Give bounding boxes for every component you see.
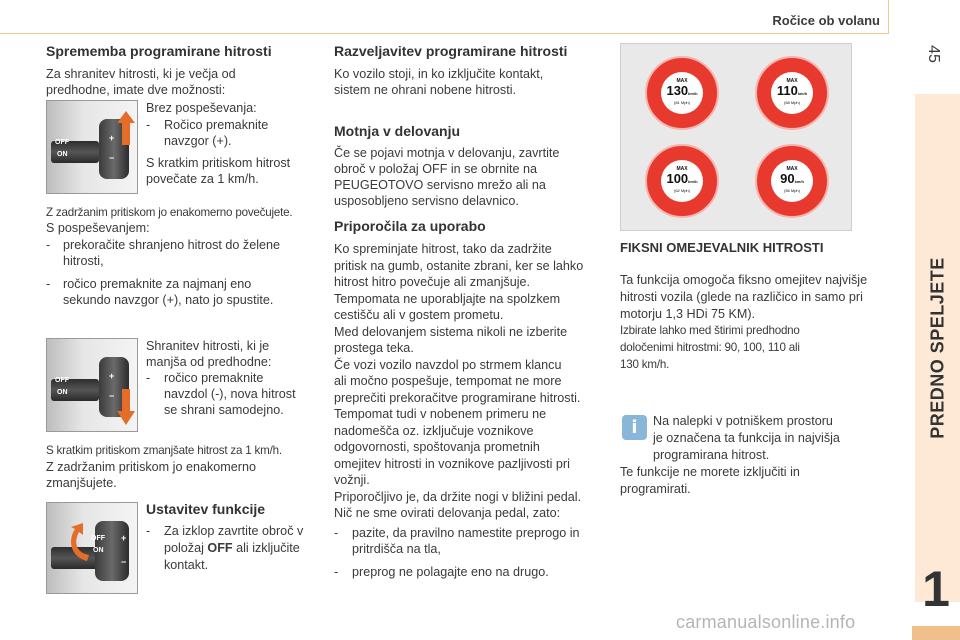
fixed-line-1: Ta funkcija omogoča fiksno omejitev najvišje <box>620 273 868 287</box>
advice-line: Ko spreminjate hitrost, tako da zadržite <box>334 242 552 256</box>
sign-max: MAX <box>786 166 798 172</box>
sign-mph: (81 Mph) <box>673 100 690 105</box>
sign-value: 130km/h <box>666 83 698 98</box>
sign-unit: km/h <box>688 91 698 96</box>
advice-line: Tempomata ne uporabljajte na spolzkem <box>334 291 561 306</box>
stop-line-2-post: ali izključite <box>232 541 300 555</box>
lower-line-2: manjša od predhodne: <box>146 355 272 369</box>
dash: - <box>46 238 51 252</box>
speed-sign <box>755 144 829 218</box>
malfunction-line-2: obroč v položaj OFF in se obrnite na <box>334 162 538 176</box>
advice-bullet-1b: pritrdišča na tla, <box>352 542 441 556</box>
info-line-4: Te funkcije ne morete izključiti in <box>620 465 800 479</box>
speed-sign <box>645 144 719 218</box>
short-decrease: S kratkim pritiskom zmanjšate hitrost za 1 km/h. <box>46 444 282 457</box>
lower-line-1: Shranitev hitrosti, ki je <box>146 339 270 353</box>
info-line-1: Na nalepki v potniškem prostoru <box>653 414 833 428</box>
sign-unit: km/h <box>688 179 698 184</box>
advice-line: Nič ne sme ovirati delovanja pedal, zato: <box>334 506 561 520</box>
lever-image-up <box>46 100 138 194</box>
lever-on-label: ON <box>93 547 104 554</box>
lever-off-label: OFF <box>55 377 69 384</box>
info-line-3: programirana hitrost. <box>653 448 770 462</box>
lever-minus: − <box>109 153 115 163</box>
stop-off-bold: OFF <box>207 541 233 555</box>
section-title: Ročice ob volanu <box>772 13 880 28</box>
fixed-line-4: Izbirate lahko med štirimi predhodno <box>620 324 800 337</box>
advice-line: nadomešča oz. izključuje voznikove <box>334 423 534 438</box>
dash: - <box>334 526 339 540</box>
no-accel-bullet-b: navzgor (+). <box>164 134 232 148</box>
chapter-tab <box>915 94 960 602</box>
advice-line: pritisk na gumb, ostanite zbrani, ker se lahko <box>334 258 584 273</box>
short-press-1: S kratkim pritiskom hitrost <box>146 156 291 170</box>
deactivation-line-2: sistem ne ohrani nobene hitrosti. <box>334 83 517 97</box>
fixed-line-2: hitrosti vozila (glede na različico in samo pri <box>620 290 863 304</box>
advice-line: prostega teka. <box>334 341 414 355</box>
lever-minus: − <box>121 557 127 567</box>
heading-malfunction: Motnja v delovanju <box>334 123 461 139</box>
header-rule-vertical <box>888 0 889 34</box>
dash: - <box>46 277 51 291</box>
sign-value: 100km/h <box>666 171 698 186</box>
malfunction-line-4: usposobljeno servisno delavnico. <box>334 194 519 208</box>
with-accel-bullet-1b: hitrosti, <box>63 254 104 268</box>
speed-limit-stickers <box>620 43 852 231</box>
fixed-line-6: 130 km/h. <box>620 358 670 371</box>
header-rule <box>0 33 888 34</box>
deactivation-line-1: Ko vozilo stoji, in ko izključite kontakt, <box>334 67 544 81</box>
advice-line: omejitev hitrosti in voznikove pazljivosti pri <box>334 456 570 471</box>
chapter-bottom-bar <box>912 626 960 640</box>
sign-mph: (62 Mph) <box>673 188 690 193</box>
lower-bullet-a: ročico premaknite <box>164 371 264 385</box>
intro-line-1: Za shranitev hitrosti, ki je večja od <box>46 67 236 81</box>
sign-value: 110km/h <box>776 83 808 98</box>
arrow-up-icon <box>115 109 137 147</box>
dash: - <box>146 118 151 132</box>
fixed-line-3: motorju 1,3 HDi 75 KM). <box>620 307 756 321</box>
watermark-link[interactable]: carmanualsonline.info <box>676 612 856 632</box>
with-accel-bullet-2a: ročico premaknite za najmanj eno <box>63 277 252 291</box>
malfunction-line-1: Če se pojavi motnja v delovanju, zavrtite <box>334 146 560 160</box>
sign-mph: (68 Mph) <box>783 100 800 105</box>
lever-off-label: OFF <box>91 535 105 542</box>
heading-stop: Ustavitev funkcije <box>146 501 266 517</box>
no-accel-bullet-a: Ročico premaknite <box>164 118 269 132</box>
chapter-title: PREDNO SPELJETE <box>927 257 947 439</box>
heading-fixed-limiter: FIKSNI OMEJEVALNIK HITROSTI <box>620 240 824 255</box>
sign-max: MAX <box>676 166 688 172</box>
sign-unit: km/h <box>794 179 804 184</box>
no-accel-label: Brez pospeševanja: <box>146 101 257 115</box>
speed-sign <box>755 56 829 130</box>
advice-line: ali močno pospešuje, tempomat ne more <box>334 374 562 388</box>
with-accel-label: S pospeševanjem: <box>46 221 150 235</box>
lever-on-label: ON <box>57 389 68 396</box>
hold-decrease-1: Z zadržanim pritiskom jo enakomerno <box>46 460 256 474</box>
lever-image-off <box>46 502 138 594</box>
with-accel-bullet-1a: prekoračite shranjeno hitrost do želene <box>63 238 281 252</box>
lever-off-label: OFF <box>55 139 69 146</box>
info-line-5: programirati. <box>620 482 691 496</box>
arrow-down-icon <box>115 387 137 427</box>
fixed-line-5: določenimi hitrostmi: 90, 100, 110 ali <box>620 341 800 354</box>
heading-deactivation: Razveljavitev programirane hitrosti <box>334 43 568 59</box>
chapter-number: 1 <box>922 561 950 617</box>
dash: - <box>146 371 151 385</box>
lever-plus: + <box>109 371 115 381</box>
sign-mph: (56 Mph) <box>783 188 800 193</box>
lever-on-label: ON <box>57 151 68 158</box>
lever-plus: + <box>109 133 115 143</box>
stop-line-1: Za izklop zavrtite obroč v <box>164 524 304 538</box>
advice-line: cestišču ali v gostem prometu. <box>334 308 504 322</box>
sign-max: MAX <box>786 78 798 84</box>
stop-line-3: kontakt. <box>164 558 209 572</box>
hold-decrease-2: zmanjšujete. <box>46 476 117 490</box>
stop-line-2 <box>164 540 300 557</box>
heading-change-speed: Sprememba programirane hitrosti <box>46 43 272 59</box>
lower-bullet-c: se shrani samodejno. <box>164 403 284 417</box>
advice-line: Če vozi vozilo navzdol po strmem klancu <box>334 357 562 372</box>
with-accel-bullet-2b: sekundo navzgor (+), nato jo spustite. <box>63 293 274 307</box>
advice-line: vožnji. <box>334 473 370 487</box>
advice-line: preprečiti prekoračitve programirane hitrosti. <box>334 390 581 405</box>
advice-line: hitrost hitro povečuje ali zmanjšuje. <box>334 275 530 289</box>
advice-text <box>334 241 609 522</box>
advice-bullet-1a: pazite, da pravilno namestite preprogo in <box>352 526 580 540</box>
sign-value: 90km/h <box>780 171 804 186</box>
sign-unit: km/h <box>797 91 808 96</box>
info-line-2: je označena ta funkcija in najvišja <box>653 431 840 445</box>
info-icon: i <box>622 415 647 440</box>
lower-bullet-b: navzdol (-), nova hitrost <box>164 387 296 401</box>
advice-line: Med delovanjem sistema nikoli ne izberite <box>334 324 568 339</box>
intro-line-2: predhodne, imate dve možnosti: <box>46 83 226 97</box>
dash: - <box>334 565 339 579</box>
sign-max: MAX <box>676 78 688 84</box>
lever-plus: + <box>121 533 127 543</box>
stop-line-2-pre: položaj <box>164 541 208 555</box>
advice-bullet-2: preprog ne polagajte eno na drugo. <box>352 565 549 579</box>
lever-image-down <box>46 338 138 432</box>
speed-sign <box>645 56 719 130</box>
advice-line: Priporočljivo je, da držite nogi v bližini pedal. <box>334 489 582 504</box>
short-press-2: povečate za 1 km/h. <box>146 172 259 186</box>
malfunction-line-3: PEUGEOTOVO servisno mrežo ali na <box>334 178 546 192</box>
lever-minus: − <box>109 391 115 401</box>
advice-line: odgovornosti, spoštovanja prometnih <box>334 440 540 454</box>
advice-line: Tempomat tudi v nobenem primeru ne <box>334 407 547 421</box>
heading-advice: Priporočila za uporabo <box>334 218 486 234</box>
rotate-arrow-icon <box>61 521 93 565</box>
hold-increase: Z zadržanim pritiskom jo enakomerno povečujete. <box>46 206 293 219</box>
page-number: 45 <box>925 45 943 63</box>
dash: - <box>146 524 151 538</box>
